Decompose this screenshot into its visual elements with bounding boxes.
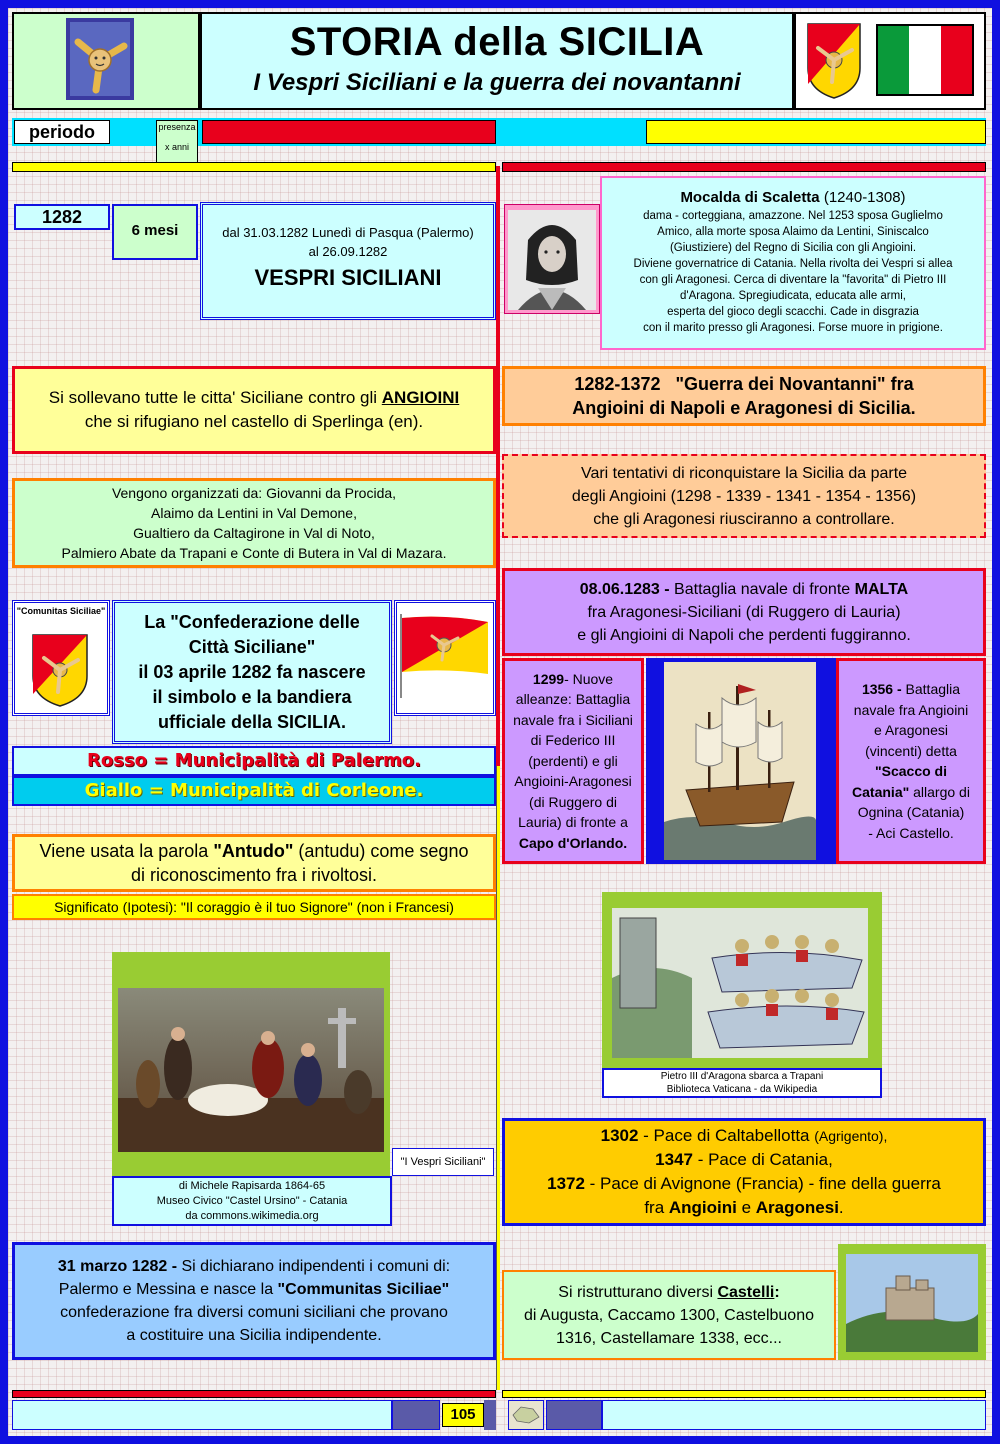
painting-caption (112, 1176, 392, 1226)
footer-blue-block-2 (484, 1400, 496, 1430)
mocalda-years: (1240-1308) (819, 189, 906, 206)
peace-year-1302: 1302 (600, 1126, 639, 1145)
independence-line1: Si dichiarano indipendenti i comuni di: (177, 1258, 451, 1275)
independence-date: 31 marzo 1282 - (57, 1258, 178, 1275)
peace-year-1372: 1372 (547, 1174, 585, 1193)
pietro-caption (602, 1068, 882, 1098)
castle-photo (846, 1254, 978, 1352)
page-subtitle: I Vespri Siciliani e la guerra dei novantanni (253, 69, 741, 96)
event-year: 1282 (14, 204, 110, 230)
periodo-label: periodo (14, 120, 110, 144)
battle-1356-line4: (vincenti) detta (865, 742, 957, 759)
castles-line2: di Augusta, Caccamo 1300, Castelbuono (524, 1306, 814, 1324)
castles-colon: : (774, 1283, 780, 1301)
attempts-box (502, 454, 986, 538)
peace-line4-mid: e (736, 1198, 756, 1217)
right-top-rule (502, 162, 986, 172)
revolt-line1: Si sollevano tutte le citta' Siciliane contro gli (48, 388, 382, 407)
pietro-caption-line2: Biblioteca Vaticana - da Wikipedia (666, 1084, 818, 1095)
event-title: VESPRI SICILIANI (254, 265, 442, 290)
organizers-line3: Gualtiero da Caltagirone in Val di Noto, (133, 525, 375, 541)
center-divider-red (496, 166, 500, 766)
ship-illustration (664, 662, 816, 860)
antudo-box (12, 834, 496, 892)
independence-line4: a costituire una Sicilia indipendente. (126, 1327, 382, 1344)
footer-blue-block (392, 1400, 440, 1430)
page-number: 105 (442, 1403, 484, 1427)
revolt-box (12, 366, 496, 454)
vespri-painting (118, 988, 384, 1152)
organizers-line1: Vengono organizzati da: Giovanni da Procida, (111, 485, 397, 501)
independence-line3: confederazione fra diversi comuni siciliani che provano (60, 1304, 448, 1321)
event-box (200, 202, 496, 320)
footer-left (12, 1400, 392, 1430)
event-dates-line1: dal 31.03.1282 Lunedì di Pasqua (Palermo) (222, 225, 474, 240)
battle-1356-line1: Battaglia (901, 681, 961, 697)
antudo-line2: di riconoscimento fra i rivoltosi. (130, 865, 378, 885)
peace-line4-end: . (838, 1198, 844, 1217)
castles-word: Castelli (717, 1283, 775, 1301)
peace-line1: - Pace di Caltabellotta (638, 1126, 815, 1145)
battle-1299-line4: di Federico III (530, 732, 616, 749)
malta-line3: e gli Angioini di Napoli che perdenti fuggiranno. (577, 626, 911, 644)
war-line2: Angioini di Napoli e Aragonesi di Sicilia. (572, 398, 916, 418)
meaning-text: Significato (Ipotesi): "Il coraggio è il tuo Signore" (non i Francesi) (12, 894, 496, 920)
organizers-box (12, 478, 496, 568)
mocalda-name: Mocalda di Scaletta (680, 189, 820, 206)
mocalda-line8: con il marito presso gli Aragonesi. Forse muore in prigione. (643, 322, 943, 334)
battle-1299-line1: - Nuove (564, 670, 614, 687)
organizers-line4: Palmiero Abate da Trapani e Conte di Butera in Val di Mazara. (61, 545, 447, 561)
malta-line1: Battaglia navale di fronte (669, 580, 855, 598)
pietro-caption-line1: Pietro III d'Aragona sbarca a Trapani (660, 1071, 824, 1082)
battle-1299-box (502, 658, 644, 864)
sicily-coat-of-arms (804, 20, 864, 100)
footer-map-icon (508, 1400, 544, 1430)
painting-caption-line3: da commons.wikimedia.org (185, 1209, 319, 1222)
painting-caption-line1: di Michele Rapisarda 1864-65 (178, 1179, 326, 1192)
peace-aragonesi: Aragonesi (755, 1198, 839, 1217)
event-duration: 6 mesi (112, 204, 198, 260)
mocalda-box (600, 176, 986, 350)
bottom-yellow-rule (502, 1390, 986, 1398)
battle-1356-line5: "Scacco di (874, 763, 947, 779)
castles-line3: 1316, Castellamare 1338, ecc... (556, 1329, 782, 1347)
confederation-line2: Città Siciliane" (188, 636, 316, 657)
peace-year-1347: 1347 (655, 1150, 693, 1169)
independence-line2: Palermo e Messina e nasce la (58, 1281, 278, 1298)
malta-date: 08.06.1283 - (579, 580, 670, 598)
peace-line4-pre: fra (644, 1198, 669, 1217)
independence-box (12, 1242, 496, 1360)
battle-1356-line2: navale fra Angioini (853, 701, 969, 718)
timeline-yellow-bar (646, 120, 986, 144)
mocalda-line7: esperta del gioco degli scacchi. Cade in disgrazia (667, 306, 919, 318)
battle-1356-line3: e Aragonesi (874, 722, 948, 738)
confederation-box (112, 600, 392, 744)
attempts-line1: Vari tentativi di riconquistare la Sicilia da parte (580, 464, 908, 482)
battle-1299-year: 1299 (532, 670, 565, 687)
italy-flag (876, 24, 974, 96)
malta-word: MALTA (854, 580, 909, 598)
battle-1356-line6: Catania" (852, 783, 910, 800)
x-anni-label: x anni (164, 142, 190, 152)
mocalda-portrait (508, 210, 596, 310)
peace-line1-region: (Agrigento), (814, 1128, 888, 1144)
event-dates-line2: al 26.09.1282 (308, 244, 388, 259)
mocalda-line3: (Giustiziere) del Regno di Sicilia con gli Angioini. (669, 242, 917, 254)
footer-right (602, 1400, 986, 1430)
angioini-word: ANGIOINI (381, 388, 460, 407)
page-title: STORIA della SICILIA (289, 20, 705, 64)
mocalda-line1: dama - corteggiana, amazzone. Nel 1253 sposa Guglielmo (643, 210, 943, 222)
timeline-red-bar (202, 120, 496, 144)
antudo-word: "Antudo" (213, 841, 294, 861)
peace-line2: - Pace di Catania, (692, 1150, 833, 1169)
malta-line2: fra Aragonesi-Siciliani (di Ruggero di Lauria) (587, 603, 901, 621)
attempts-line3: che gli Aragonesi riusciranno a controllare. (593, 510, 895, 528)
attempts-line2: degli Angioini (1298 - 1339 - 1341 - 1354 - 1356) (571, 487, 917, 505)
battle-1299-line6: Angioini-Aragonesi (514, 773, 632, 790)
presenza-box (156, 120, 198, 164)
castles-pre: Si ristrutturano diversi (558, 1283, 718, 1301)
presenza-label: presenza (158, 122, 196, 132)
pietro-illustration (612, 908, 868, 1058)
confederation-line3: il 03 aprile 1282 fa nascere (138, 661, 366, 682)
malta-box (502, 568, 986, 656)
mocalda-line2: Amico, alla morte sposa Alaimo da Lentini, Siniscalco (657, 226, 929, 238)
communitas-label: "Comunitas Siciliae" (16, 606, 106, 616)
battle-1356-year: 1356 - (861, 681, 902, 697)
antudo-pre: Viene usata la parola (39, 841, 214, 861)
communitas-shield (30, 632, 90, 708)
painting-caption-line2: Museo Civico "Castel Ursino" - Catania (156, 1194, 348, 1207)
mocalda-line4: Diviene governatrice di Catania. Nella rivolta dei Vespri si allea (633, 258, 953, 270)
header-title-box (200, 12, 794, 110)
mocalda-line6: d'Aragona. Spregiudicata, educata alle armi, (680, 290, 906, 302)
left-top-rule (12, 162, 496, 172)
bottom-red-rule (12, 1390, 496, 1398)
sicily-flag (398, 612, 492, 698)
confederation-line1: La "Confederazione delle (144, 611, 360, 632)
mocalda-line5: con gli Aragonesi. Cerca di diventare la "favorita" di Pietro III (639, 274, 947, 286)
footer-right-blue (546, 1400, 602, 1430)
trinacria-logo (64, 16, 136, 102)
battle-1356-line8: - Aci Castello. (868, 824, 954, 841)
battle-1299-line9: Capo d'Orlando. (518, 834, 628, 851)
color-legend-rosso: Rosso = Municipalità di Palermo. (12, 746, 496, 776)
battle-1356-line7: Ognina (Catania) (857, 804, 965, 820)
battle-1356-line6b: allargo di (909, 783, 970, 800)
antudo-post: (antudu) come segno (293, 841, 469, 861)
color-legend-giallo: Giallo = Municipalità di Corleone. (12, 776, 496, 806)
confederation-line4: il simbolo e la bandiera (152, 686, 352, 707)
revolt-line2: che si rifugiano nel castello di Sperlinga (en). (84, 412, 424, 431)
war-box (502, 366, 986, 426)
battle-1299-line7: (di Ruggero di (529, 793, 617, 810)
castles-box (502, 1270, 836, 1360)
painting-title: "I Vespri Siciliani" (392, 1148, 494, 1176)
communitas-siciliae: "Communitas Siciliae" (277, 1281, 450, 1298)
battle-1299-line3: navale fra i Siciliani (513, 711, 633, 728)
battle-1299-line8: Lauria) di fronte a (518, 814, 628, 831)
war-line1: 1282-1372 "Guerra dei Novantanni" fra (574, 374, 914, 394)
peace-line3: - Pace di Avignone (Francia) - fine della guerra (584, 1174, 941, 1193)
organizers-line2: Alaimo da Lentini in Val Demone, (151, 505, 357, 521)
peace-box (502, 1118, 986, 1226)
confederation-line5: ufficiale della SICILIA. (157, 711, 347, 732)
center-divider-yellow (496, 766, 500, 1390)
battle-1299-line5: (perdenti) e gli (528, 752, 618, 769)
peace-angioini: Angioini (668, 1198, 737, 1217)
battle-1299-line2: alleanze: Battaglia (515, 691, 631, 708)
battle-1356-box (836, 658, 986, 864)
